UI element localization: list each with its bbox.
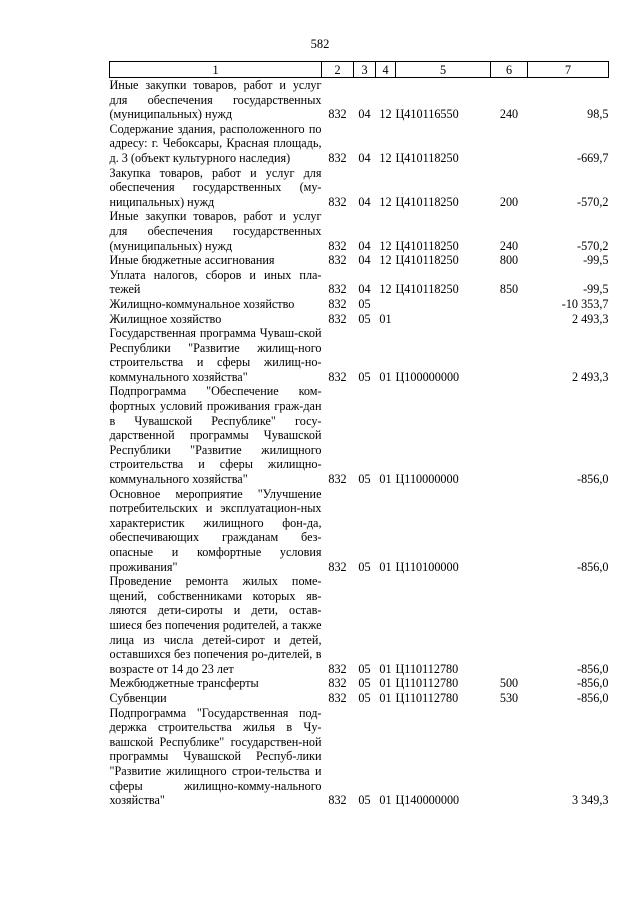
row-ved: 832 — [328, 194, 347, 209]
page-number: 582 — [310, 37, 330, 51]
row-amount: 2 493,3 — [571, 369, 609, 384]
row-name: Уплата налогов, сборов и иных пла-тежей — [109, 267, 322, 297]
col-header-amount: 7 — [528, 62, 609, 78]
table-row — [110, 78, 609, 122]
row-amount: -570,2 — [577, 238, 609, 253]
row-amount: -856,0 — [577, 661, 609, 676]
col-header-pr: 4 — [376, 62, 396, 78]
row-rz: 05 — [358, 311, 371, 326]
row-kcsr: Ц410118250 — [395, 253, 459, 268]
row-rz: 05 — [358, 676, 371, 691]
row-ved: 832 — [328, 296, 347, 311]
row-pr: 12 — [379, 194, 392, 209]
row-rz: 05 — [358, 661, 371, 676]
row-vr — [491, 384, 528, 486]
row-name: Жилищно-коммунальное хозяйство — [109, 296, 295, 311]
row-pr: 12 — [379, 150, 392, 165]
row-rz: 05 — [358, 369, 371, 384]
row-amount: -856,0 — [577, 690, 609, 705]
table-row — [110, 706, 609, 808]
row-ved: 832 — [328, 150, 347, 165]
row-amount: -99,5 — [583, 253, 609, 268]
row-vr — [491, 297, 528, 312]
row-pr: 12 — [379, 282, 392, 297]
table-row — [110, 487, 609, 575]
row-ved: 832 — [328, 253, 347, 268]
row-amount: -856,0 — [577, 676, 609, 691]
row-rz: 04 — [358, 107, 371, 122]
row-kcsr — [396, 312, 491, 327]
row-rz: 05 — [358, 690, 371, 705]
row-vr — [491, 706, 528, 808]
row-rz: 04 — [358, 194, 371, 209]
row-ved: 832 — [328, 238, 347, 253]
table-row — [110, 253, 609, 268]
col-header-vr: 6 — [491, 62, 528, 78]
row-kcsr: Ц110100000 — [395, 559, 459, 574]
row-name: Проведение ремонта жилых поме-щений, собственниками которых яв-ляются дети-сироты и дети, остав-шиеся без попечения родителей, а также лица из числа детей-сирот и детей, оставшихся без попечения ро-дителей, в возрасте от 14 до 23 лет — [109, 574, 322, 676]
row-pr: 01 — [379, 472, 392, 487]
table-row — [110, 326, 609, 384]
row-amount: 2 493,3 — [571, 311, 609, 326]
row-kcsr: Ц140000000 — [395, 793, 460, 808]
table-row — [110, 166, 609, 210]
row-vr — [491, 487, 528, 575]
row-kcsr: Ц110112780 — [395, 676, 459, 691]
row-name: Жилищное хозяйство — [109, 311, 222, 326]
row-rz: 05 — [358, 296, 371, 311]
table-row — [110, 297, 609, 312]
row-amount: -99,5 — [583, 282, 609, 297]
table-row — [110, 122, 609, 166]
row-amount: -669,7 — [577, 150, 609, 165]
row-rz: 04 — [358, 282, 371, 297]
row-pr: 01 — [379, 661, 392, 676]
row-rz: 04 — [358, 150, 371, 165]
row-name: Субвенции — [109, 690, 167, 705]
row-vr — [491, 326, 528, 384]
row-pr: 01 — [379, 559, 392, 574]
row-name: Государственная программа Чуваш-ской Республики "Развитие жилищ-ного строительства и сферы жилищ-но-коммунального хозяйства" — [109, 326, 322, 384]
row-kcsr: Ц410118250 — [395, 150, 459, 165]
row-rz: 04 — [358, 253, 371, 268]
row-rz: 05 — [358, 793, 371, 808]
col-header-ved: 2 — [322, 62, 354, 78]
table-row — [110, 312, 609, 327]
row-kcsr: Ц410116550 — [395, 107, 459, 122]
col-header-rz: 3 — [354, 62, 376, 78]
row-kcsr: Ц110000000 — [395, 472, 459, 487]
row-pr: 01 — [379, 369, 392, 384]
row-kcsr: Ц110112780 — [395, 661, 459, 676]
row-pr: 12 — [379, 107, 392, 122]
row-ved: 832 — [328, 559, 347, 574]
table-row — [110, 574, 609, 676]
col-header-name: 1 — [110, 62, 322, 78]
row-pr: 12 — [379, 238, 392, 253]
row-name: Основное мероприятие "Улучшение потребительских и эксплуатацион-ных характеристик жилищного фон-да, обеспечивающих гражданам без-опасные и комфортные условия проживания" — [109, 486, 322, 574]
row-vr — [491, 574, 528, 676]
row-rz: 05 — [358, 472, 371, 487]
row-kcsr: Ц410118250 — [395, 282, 459, 297]
row-name: Иные закупки товаров, работ и услуг для обеспечения государственных (муниципальных) нужд — [109, 209, 322, 253]
row-name: Закупка товаров, работ и услуг для обеспечения государственных (му-ниципальных) нужд — [109, 165, 322, 209]
row-kcsr: Ц410118250 — [395, 194, 459, 209]
row-ved: 832 — [328, 661, 347, 676]
row-ved: 832 — [328, 793, 347, 808]
row-name: Подпрограмма "Государственная под-держка строительства жилья в Чу-вашской Республике" государствен-ной программы Чувашской Респуб-лики "Развитие жилищного строи-тельства и сферы жилищно-комму-нального хозяйства" — [109, 705, 322, 808]
col-header-kcsr: 5 — [396, 62, 491, 78]
row-ved: 832 — [328, 690, 347, 705]
row-kcsr: Ц110112780 — [395, 690, 459, 705]
row-ved: 832 — [328, 107, 347, 122]
row-rz: 05 — [358, 559, 371, 574]
header-row — [110, 62, 609, 78]
row-ved: 832 — [328, 282, 347, 297]
row-amount: 3 349,3 — [571, 793, 609, 808]
row-ved: 832 — [328, 369, 347, 384]
row-pr: 01 — [379, 793, 392, 808]
row-vr: 800 — [499, 253, 519, 268]
row-pr: 01 — [379, 311, 392, 326]
row-vr — [491, 122, 528, 166]
row-vr: 850 — [499, 282, 519, 297]
row-name: Межбюджетные трансферты — [109, 676, 259, 691]
table-row — [110, 209, 609, 253]
row-vr: 240 — [499, 238, 519, 253]
row-vr: 200 — [499, 194, 519, 209]
row-amount: -570,2 — [577, 194, 609, 209]
row-ved: 832 — [328, 676, 347, 691]
row-kcsr: Ц100000000 — [395, 369, 460, 384]
table-body — [110, 78, 609, 808]
row-kcsr — [396, 297, 491, 312]
budget-table — [109, 61, 609, 808]
row-vr: 240 — [499, 107, 519, 122]
row-amount: -10 353,7 — [561, 296, 609, 311]
row-ved: 832 — [328, 311, 347, 326]
row-amount: -856,0 — [577, 472, 609, 487]
row-name: Иные бюджетные ассигнования — [109, 253, 275, 268]
row-pr: 01 — [379, 676, 392, 691]
row-amount: 98,5 — [587, 107, 609, 122]
table-row — [110, 691, 609, 706]
row-amount: -856,0 — [577, 559, 609, 574]
row-name: Подпрограмма "Обеспечение ком-фортных условий проживания граж-дан в Чувашской Республике" госу-дарственной программы Чувашской Республики "Развитие жилищного строительства и сферы жилищно-коммунального хозяйства" — [109, 384, 322, 487]
table-row — [110, 268, 609, 297]
row-kcsr: Ц410118250 — [395, 238, 459, 253]
row-name: Содержание здания, расположенного по адресу: г. Чебоксары, Красная площадь, д. 3 (объект культурного наследия) — [109, 121, 322, 165]
row-pr: 12 — [379, 253, 392, 268]
row-pr — [376, 297, 396, 312]
table-row — [110, 676, 609, 691]
row-ved: 832 — [328, 472, 347, 487]
row-vr — [491, 312, 528, 327]
row-rz: 04 — [358, 238, 371, 253]
row-pr: 01 — [379, 690, 392, 705]
table-row — [110, 384, 609, 486]
row-vr: 530 — [499, 690, 519, 705]
row-name: Иные закупки товаров, работ и услуг для обеспечения государственных (муниципальных) нужд — [109, 78, 322, 122]
row-vr: 500 — [499, 676, 519, 691]
